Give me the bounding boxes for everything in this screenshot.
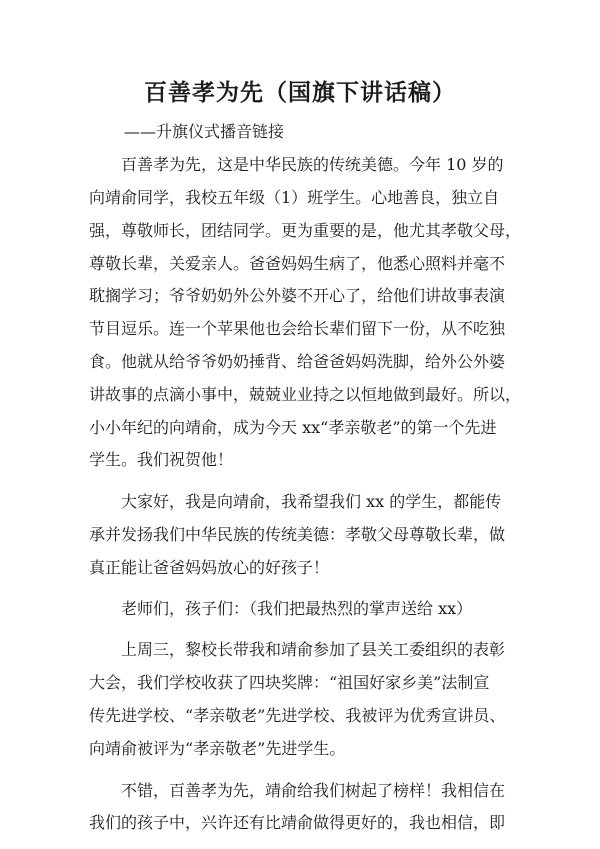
body-line: 耽搁学习；爷爷奶奶外公外婆不开心了，给他们讲故事表演 (89, 286, 506, 305)
body-line: 真正能让爸爸妈妈放心的好孩子！ (89, 558, 330, 577)
body-line: 百善孝为先，这是中华民族的传统美德。今年 10 岁的 (89, 155, 504, 174)
body-line: 承并发扬我们中华民族的传统美德：孝敬父母尊敬长辈，做 (89, 525, 506, 544)
body-line: 食。他就从给爷爷奶奶捶背、给爸爸妈妈洗脚，给外公外婆 (89, 352, 506, 371)
body-line: 向靖俞同学，我校五年级（1）班学生。心地善良，独立自 (89, 188, 500, 207)
body-line: 不错，百善孝为先，靖俞给我们树起了榜样！我相信在 (89, 781, 506, 800)
body-line: 大家好，我是向靖俞，我希望我们 xx 的学生，都能传 (89, 492, 502, 511)
body-line: 传先进学校、“孝亲敬老”先进学校、我被评为优秀宣讲员、 (89, 706, 506, 725)
document-title: 百善孝为先（国旗下讲话稿） (144, 79, 456, 106)
body-line: 大会，我们学校收获了四块奖牌：“祖国好家乡美”法制宣 (89, 673, 490, 692)
body-line: 节目逗乐。连一个苹果他也会给长辈们留下一份，从不吃独 (89, 319, 506, 338)
body-line: 学生。我们祝贺他！ (89, 450, 234, 469)
body-line: 我们的孩子中，兴许还有比靖俞做得更好的，我也相信，即 (89, 813, 506, 832)
body-line: 尊敬长辈，关爱亲人。爸爸妈妈生病了，他悉心照料并毫不 (89, 254, 506, 273)
document-subtitle: ——升旗仪式播音链接 (124, 122, 285, 141)
body-line: 强，尊敬师长，团结同学。更为重要的是，他尤其孝敬父母， (89, 221, 522, 240)
body-line: 上周三，黎校长带我和靖俞参加了县关工委组织的表彰 (89, 640, 506, 659)
body-line: 小小年纪的向靖俞，成为今天 xx“孝亲敬老”的第一个先进 (89, 418, 497, 437)
body-line: 向靖俞被评为“孝亲敬老”先进学生。 (89, 739, 346, 758)
body-line: 讲故事的点滴小事中，兢兢业业持之以恒地做到最好。所以， (89, 385, 522, 404)
body-line: 老师们，孩子们：（我们把最热烈的掌声送给 xx） (89, 599, 473, 618)
